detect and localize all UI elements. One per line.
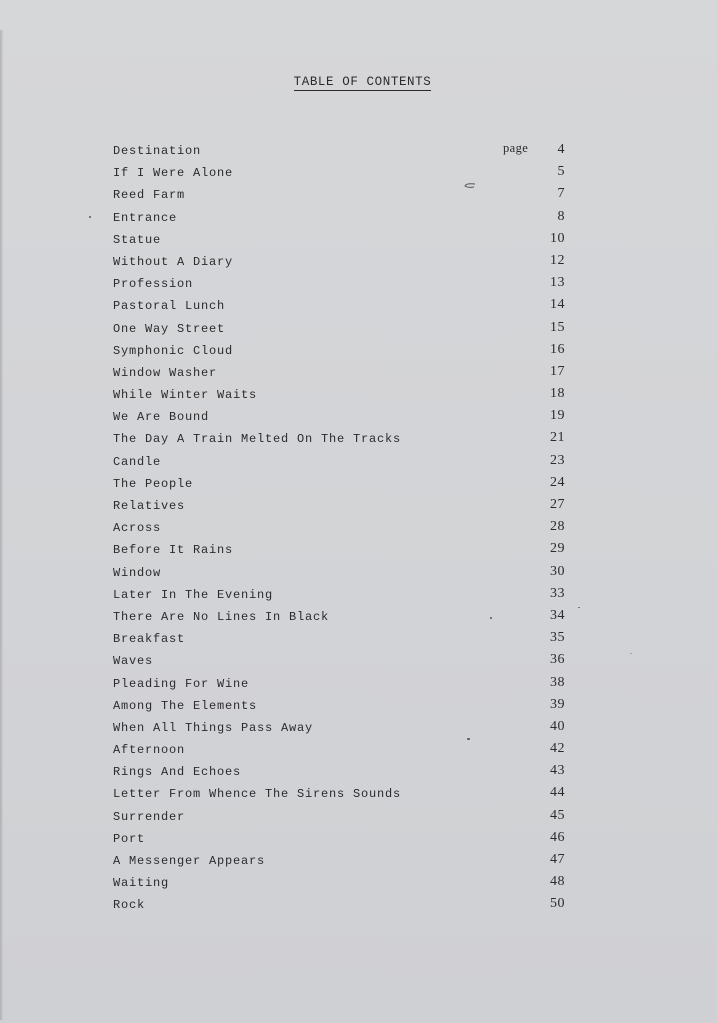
toc-entry bbox=[113, 230, 565, 252]
toc-entry-page: 15 bbox=[550, 319, 565, 335]
toc-entry-title: Across bbox=[113, 521, 162, 536]
toc-entry-page: 45 bbox=[550, 807, 565, 823]
toc-entry-page: 19 bbox=[550, 408, 565, 424]
toc-entry-page: 12 bbox=[550, 252, 565, 268]
toc-entry-title: If I Were Alone bbox=[113, 166, 234, 181]
page-title-text: TABLE OF CONTENTS bbox=[293, 75, 432, 89]
toc-entry-page: 29 bbox=[550, 541, 565, 557]
toc-entry-page: 40 bbox=[550, 718, 565, 734]
toc-entry-title: Statue bbox=[113, 232, 162, 247]
toc-entry bbox=[113, 208, 565, 230]
toc-entry bbox=[113, 696, 565, 718]
page-column-label: page bbox=[503, 141, 529, 155]
toc-entry-title: Relatives bbox=[113, 499, 186, 513]
paper-speck bbox=[630, 653, 632, 654]
toc-entry-title: Candle bbox=[113, 454, 162, 469]
toc-entry-title: Rock bbox=[113, 898, 146, 913]
toc-entry bbox=[113, 474, 565, 496]
toc-entry-page: 48 bbox=[550, 874, 565, 890]
toc-entry-title: Reed Farm bbox=[113, 188, 186, 203]
toc-entry-page: 33 bbox=[550, 585, 565, 601]
toc-entry bbox=[113, 607, 565, 629]
toc-entry-title: Before It Rains bbox=[113, 543, 234, 558]
page-title bbox=[0, 74, 717, 90]
toc-entry bbox=[113, 762, 565, 784]
toc-entry-title: Among The Elements bbox=[113, 698, 258, 713]
toc-entry bbox=[113, 807, 565, 829]
toc-entry-title: Afternoon bbox=[113, 743, 186, 758]
toc-entry-page: 17 bbox=[550, 363, 565, 379]
toc-entry-page: 46 bbox=[550, 829, 565, 845]
toc-entry-page: 35 bbox=[550, 630, 565, 646]
toc-entry bbox=[113, 141, 565, 163]
toc-entry bbox=[113, 252, 565, 274]
toc-entry-title: Entrance bbox=[113, 210, 178, 225]
toc-entry bbox=[113, 651, 565, 673]
toc-entry-title: Symphonic Cloud bbox=[113, 343, 234, 358]
toc-entry bbox=[113, 452, 565, 474]
toc-entry bbox=[113, 629, 565, 651]
toc-entry-title: There Are No Lines In Black bbox=[113, 609, 330, 624]
toc-entry bbox=[113, 563, 565, 585]
toc-entry-page: 42 bbox=[550, 741, 565, 757]
toc-entry-title: Window bbox=[113, 565, 162, 580]
toc-entry-page: 50 bbox=[550, 896, 565, 912]
toc-entry bbox=[113, 163, 565, 185]
toc-entry bbox=[113, 429, 565, 451]
toc-entry-title: Surrender bbox=[113, 809, 186, 824]
toc-entry-page: 47 bbox=[550, 852, 565, 867]
toc-entry-title: Later In The Evening bbox=[113, 587, 274, 602]
paper-speck bbox=[578, 607, 580, 608]
toc-entry-page: 30 bbox=[550, 563, 565, 579]
toc-entry bbox=[113, 518, 565, 540]
toc-entry-title: Without A Diary bbox=[113, 254, 234, 269]
toc-entry bbox=[113, 829, 565, 851]
toc-entry-title: Profession bbox=[113, 277, 194, 292]
toc-entry bbox=[113, 851, 565, 873]
toc-entry-page: 36 bbox=[550, 652, 565, 668]
toc-entry-title: We Are Bound bbox=[113, 410, 210, 425]
toc-entry-page: 34 bbox=[550, 607, 565, 623]
toc-entry bbox=[113, 895, 565, 917]
toc-entry-page: 39 bbox=[550, 696, 565, 712]
toc-entry-title: Breakfast bbox=[113, 632, 186, 647]
toc-entry-page: 7 bbox=[557, 186, 565, 202]
toc-entry-page: 10 bbox=[550, 230, 565, 246]
toc-entry-title: Letter From Whence The Sirens Sounds bbox=[113, 787, 402, 802]
toc-entry bbox=[113, 296, 565, 318]
toc-entry bbox=[113, 585, 565, 607]
toc-entry-title: Destination bbox=[113, 144, 202, 158]
toc-entry-title: Waiting bbox=[113, 876, 170, 891]
toc-entry-page: 27 bbox=[550, 497, 565, 512]
toc-entry bbox=[113, 385, 565, 407]
toc-entry-title: A Messenger Appears bbox=[113, 854, 266, 868]
toc-entry-page: 13 bbox=[550, 275, 565, 291]
toc-entry bbox=[113, 740, 565, 762]
toc-entry-title: Window Washer bbox=[113, 365, 218, 380]
toc-entry-page: 38 bbox=[550, 674, 565, 690]
toc-entry-title: Rings And Echoes bbox=[113, 765, 242, 780]
toc-entry-title: Waves bbox=[113, 654, 154, 669]
toc-entry-title: One Way Street bbox=[113, 321, 226, 336]
toc-entry-page: 4 bbox=[557, 142, 565, 157]
toc-entry-page: 8 bbox=[557, 208, 565, 224]
page-edge-shadow bbox=[0, 30, 3, 1020]
toc-entry-page: 24 bbox=[550, 474, 565, 490]
toc-entry-title: While Winter Waits bbox=[113, 388, 258, 403]
toc-entry bbox=[113, 274, 565, 296]
toc-entry-page: 21 bbox=[550, 430, 565, 446]
toc-entry bbox=[113, 873, 565, 895]
toc-entry bbox=[113, 674, 565, 696]
toc-entry-page: 14 bbox=[550, 297, 565, 313]
toc-entry-title: Pleading For Wine bbox=[113, 676, 250, 691]
pencil-mark bbox=[462, 182, 476, 190]
toc-entry bbox=[113, 540, 565, 562]
toc-entry bbox=[113, 341, 565, 363]
toc-entry bbox=[113, 496, 565, 518]
toc-entry bbox=[113, 185, 565, 207]
toc-entry-title: Pastoral Lunch bbox=[113, 299, 226, 314]
toc-entry-page: 18 bbox=[550, 386, 565, 402]
toc-entry-title: When All Things Pass Away bbox=[113, 720, 314, 735]
toc-entry bbox=[113, 363, 565, 385]
toc-entry-page: 16 bbox=[550, 341, 565, 357]
toc-entry-title: Port bbox=[113, 831, 146, 846]
toc-entry-page: 44 bbox=[550, 785, 565, 801]
paper-speck bbox=[490, 617, 492, 619]
toc-entry-page: 23 bbox=[550, 452, 565, 468]
toc-entry bbox=[113, 784, 565, 806]
toc-entry bbox=[113, 319, 565, 341]
toc-entry-page: 28 bbox=[550, 519, 565, 535]
toc-entry-title: The People bbox=[113, 476, 194, 491]
toc-entry-page: 5 bbox=[557, 164, 565, 180]
paper-speck bbox=[89, 216, 91, 218]
paper-speck bbox=[467, 738, 470, 740]
toc-entry-title: The Day A Train Melted On The Tracks bbox=[113, 432, 402, 447]
toc-entry bbox=[113, 407, 565, 429]
table-of-contents bbox=[113, 141, 565, 918]
toc-entry-page: 43 bbox=[550, 763, 565, 779]
toc-entry bbox=[113, 718, 565, 740]
